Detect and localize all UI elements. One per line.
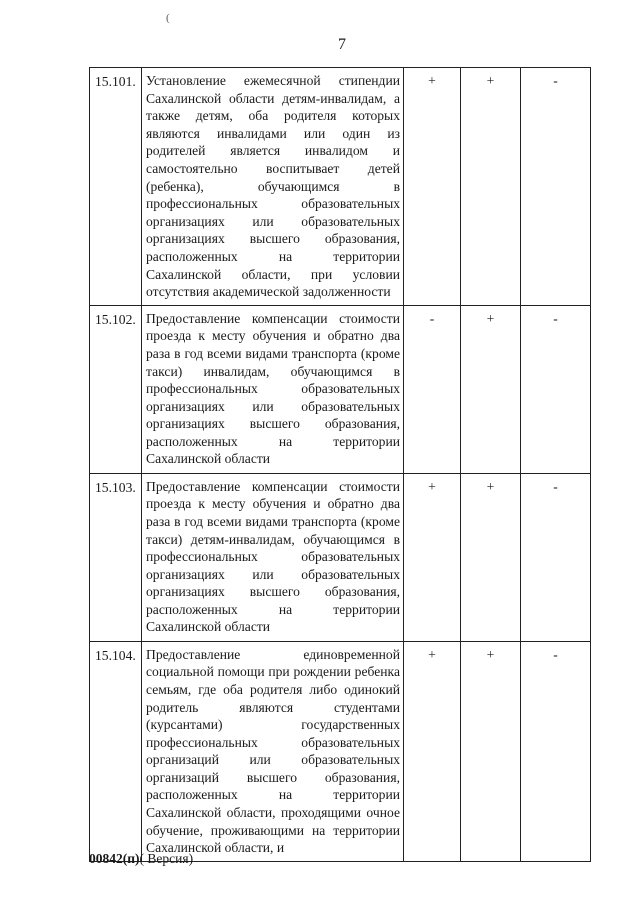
mark-column-1: + (404, 641, 461, 861)
measure-description: Предоставление компенсации стоимости проезда к месту обучения и обратно два раза в год всеми видами транспорта (кроме такси) инвалидам, обучающимся в профессиональных образовательных организациях или образовательных организациях высшего образования, расположенных на территории Сахалинской области (142, 305, 404, 473)
table-row (90, 68, 591, 306)
measure-description: Предоставление единовременной социальной помощи при рождении ребенка семьям, где оба родителя либо одинокий родитель являются студентами (курсантами) государственных профессиональных образовательных организаций или образовательных организаций высшего образования, расположенных на территории Сахалинской области, проходящими очное обучение, проживающими на территории Сахалинской области, и (142, 641, 404, 861)
table-row (90, 305, 591, 473)
row-number: 15.101. (90, 68, 142, 306)
mark-column-3: - (521, 305, 591, 473)
row-number: 15.104. (90, 641, 142, 861)
document-code-version: ( Версия) (139, 851, 194, 866)
page-number: 7 (338, 36, 346, 53)
mark-column-2: + (461, 305, 521, 473)
row-number: 15.103. (90, 473, 142, 641)
measures-table (89, 67, 591, 862)
document-code-number: 00842(п) (89, 851, 140, 866)
mark-column-2: + (461, 473, 521, 641)
measure-description: Установление ежемесячной стипендии Сахалинской области детям-инвалидам, а также детям, оба родителя которых являются инвалидами или один из родителей является инвалидом и самостоятельно воспитывает детей (ребенка), обучающимся в профессиональных образовательных организациях или образовательных организациях высшего образования, расположенных на территории Сахалинской области, при условии отсутствия академической задолженности (142, 68, 404, 306)
mark-column-1: + (404, 68, 461, 306)
mark-column-3: - (521, 473, 591, 641)
mark-column-1: + (404, 473, 461, 641)
mark-column-1: - (404, 305, 461, 473)
table-row (90, 641, 591, 861)
document-code (89, 851, 193, 867)
table-row (90, 473, 591, 641)
mark-column-2: + (461, 641, 521, 861)
stray-mark: ( (166, 12, 170, 24)
mark-column-3: - (521, 68, 591, 306)
mark-column-3: - (521, 641, 591, 861)
row-number: 15.102. (90, 305, 142, 473)
mark-column-2: + (461, 68, 521, 306)
measure-description: Предоставление компенсации стоимости проезда к месту обучения и обратно два раза в год всеми видами транспорта (кроме такси) детям-инвалидам, обучающимся в профессиональных образовательных организациях или образовательных организациях высшего образования, расположенных на территории Сахалинской области (142, 473, 404, 641)
